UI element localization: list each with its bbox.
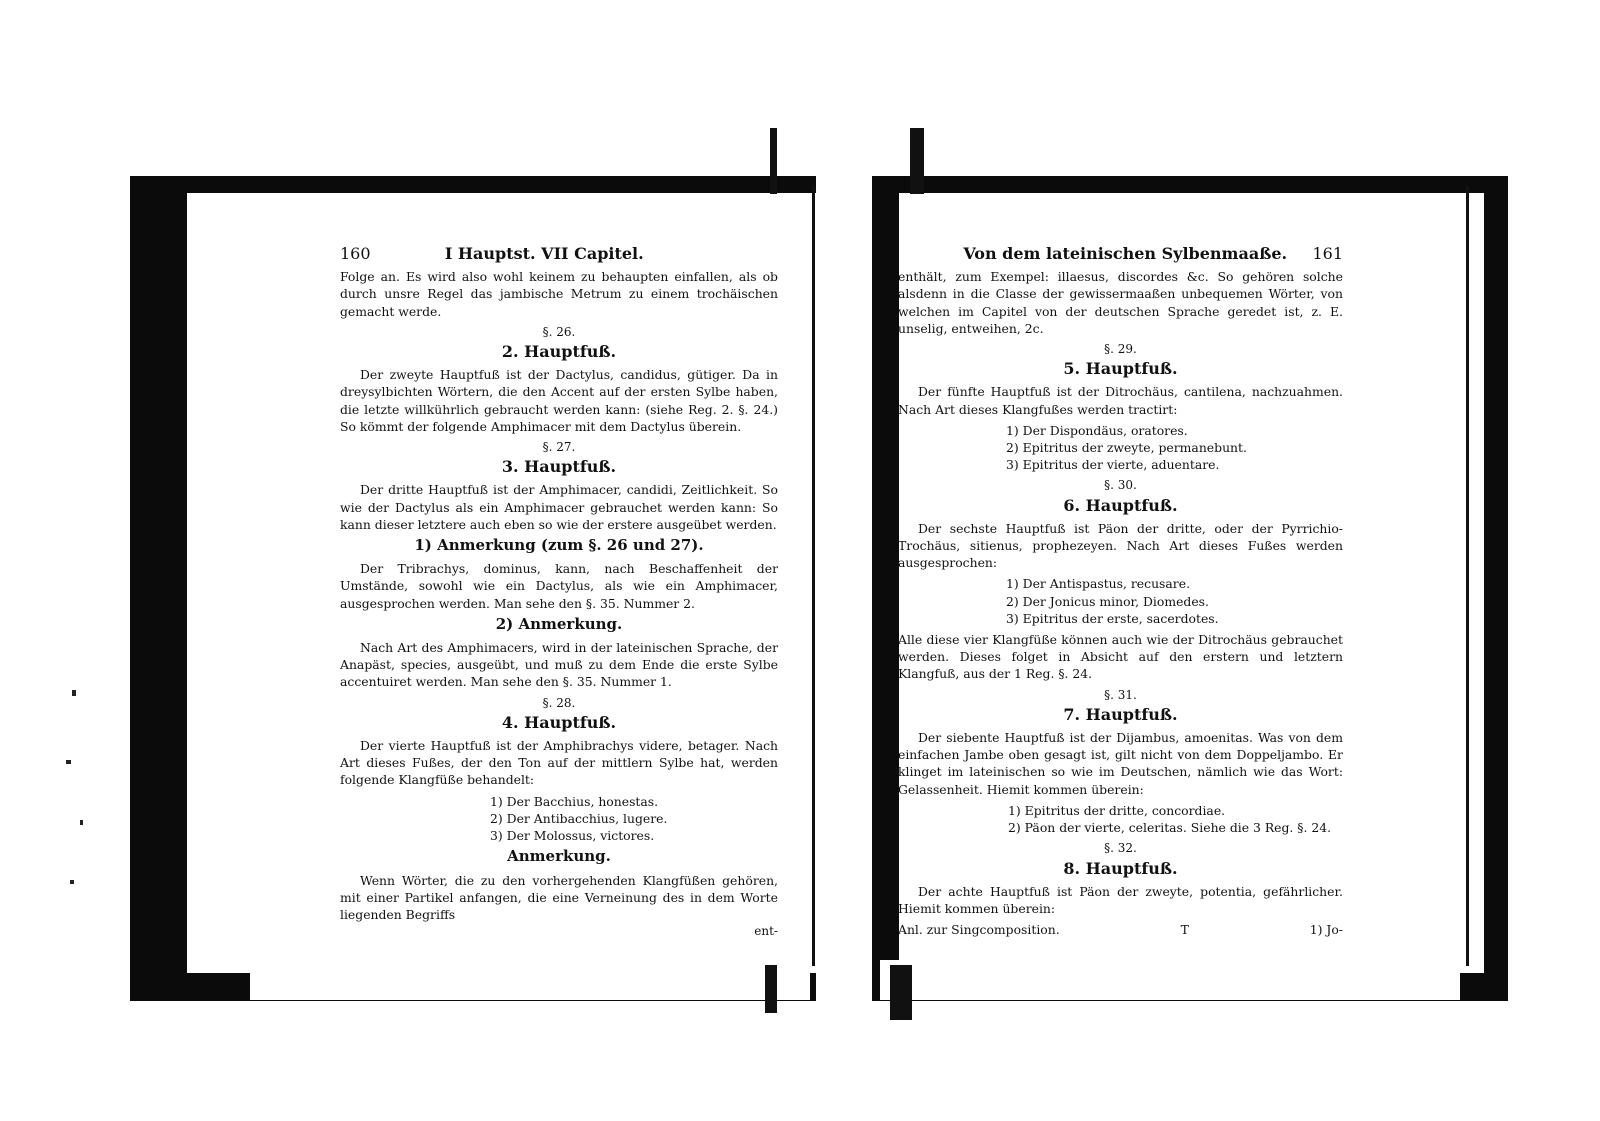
list-item: 2) Der Jonicus minor, Diomedes. [1006, 593, 1209, 609]
paragraph: Der vierte Hauptfuß ist der Amphibrachys videre, betager. Nach Art dieses Fußes, der den Ton auf der mittlern Sylbe hat, werden folgende Klangfüße behandelt: [340, 738, 778, 788]
list-item: 3) Epitritus der erste, sacerdotes. [1006, 610, 1219, 626]
section-heading: 7. Hauptfuß. [1063, 704, 1178, 724]
section-number: §. 26. [542, 324, 576, 339]
list-item: 2) Der Antibacchius, lugere. [490, 810, 668, 826]
left-page-header [340, 245, 778, 262]
section-number: §. 30. [1104, 478, 1137, 493]
section-heading: 4. Hauptfuß. [501, 712, 617, 732]
right-page-header [898, 245, 1343, 262]
section-number: §. 31. [1104, 687, 1137, 702]
scan-speck [72, 690, 76, 696]
note-heading: 1) Anmerkung (zum §. 26 und 27). [414, 536, 704, 555]
list-item: 1) Der Bacchius, honestas. [490, 793, 659, 809]
scan-speck [70, 880, 74, 884]
foot-list [898, 575, 1343, 627]
gutter-line [812, 186, 815, 966]
paragraph: Der siebente Hauptfuß ist der Dijambus, amoenitas. Was von dem einfachen Jambe oben gesagt ist, gilt nicht von dem Doppeljambo. Er klinget im lateinischen so wie im Deutschen, nämlich wie das Wort: Gelassenheit. Hiemit kommen überein: [898, 730, 1343, 797]
scan-speck [66, 760, 71, 764]
paragraph: Der sechste Hauptfuß ist Päon der dritte, oder der Pyrrichio-Trochäus, sitienus, prophezeyen. Nach Art dieses Fußes werden ausgesprochen: [898, 520, 1343, 571]
section-number: §. 28. [542, 695, 576, 710]
catchword: 1) Jo- [1309, 922, 1343, 938]
binding-mark-right-bottom [890, 965, 912, 1020]
section-number: §. 29. [1104, 342, 1137, 357]
list-item: 1) Epitritus der dritte, concordiae. [1008, 802, 1226, 818]
section-heading: 3. Hauptfuß. [501, 457, 617, 477]
section-number: §. 27. [542, 440, 576, 455]
paragraph: Nach Art des Amphimacers, wird in der lateinischen Sprache, der Anapäst, species, ausgeübt, und muß zu dem Ende die erste Sylbe accentuiret werden. Man sehe den §. 35. Nummer 1. [340, 640, 778, 690]
signature-text: Anl. zur Singcomposition. [898, 922, 1060, 938]
note-heading: 2) Anmerkung. [495, 614, 623, 633]
list-item: 1) Der Dispondäus, oratores. [1006, 422, 1188, 438]
paragraph: enthält, zum Exempel: illaesus, discordes &c. So gehören solche alsdenn in die Classe der gewissermaaßen unbequemen Wörter, von welchen im Capitel von der deutschen Sprache geredet ist, z. E. unselig, entweihen, 2c. [898, 269, 1343, 336]
foot-list [898, 422, 1343, 474]
paragraph: Der fünfte Hauptfuß ist der Ditrochäus, cantilena, nachzuahmen. Nach Art dieses Klangfußes werden tractirt: [898, 384, 1343, 417]
page-number: 160 [340, 244, 371, 263]
list-item: 3) Der Molossus, victores. [490, 828, 655, 844]
binding-mark-left [770, 128, 777, 194]
right-page-text [898, 245, 1343, 938]
left-page-text [340, 245, 778, 940]
list-item: 2) Epitritus der zweyte, permanebunt. [1006, 440, 1247, 456]
paragraph: Der Tribrachys, dominus, kann, nach Beschaffenheit der Umstände, sowohl wie ein Dactylus, als wie ein Amphimacer, ausgesprochen werden. Man sehe den §. 35. Nummer 2. [340, 561, 778, 611]
section-heading: 5. Hauptfuß. [1063, 359, 1178, 379]
paragraph: Der zweyte Hauptfuß ist der Dactylus, candidus, gütiger. Da in dreysylbichten Wörtern, die den Accent auf der ersten Sylbe haben, die letzte willkührlich gebraucht werden kann: (siehe Reg. 2. §. 24.) So kömmt der folgende Amphimacer mit dem Dactylus überein. [340, 367, 778, 434]
signature-line [898, 921, 1343, 938]
paragraph: Alle diese vier Klangfüße können auch wie der Ditrochäus gebrauchet werden. Dieses folget in Absicht auf den erstern und letztern Klangfuß, aus der 1 Reg. §. 24. [898, 632, 1343, 682]
binding-mark-right [910, 128, 924, 194]
running-title: I Hauptst. VII Capitel. [444, 244, 644, 263]
foot-list [340, 793, 778, 845]
note-heading: Anmerkung. [507, 847, 611, 866]
foot-list [898, 802, 1343, 836]
list-item: 1) Der Antispastus, recusare. [1006, 576, 1191, 592]
page-number: 161 [1312, 244, 1343, 263]
section-heading: 2. Hauptfuß. [501, 342, 617, 362]
section-heading: 8. Hauptfuß. [1063, 858, 1178, 878]
list-item: 3) Epitritus der vierte, aduentare. [1006, 457, 1220, 473]
paragraph: Folge an. Es wird also wohl keinem zu behaupten einfallen, als ob durch unsre Regel das jambische Metrum zu einem trochäischen gemacht werde. [340, 269, 778, 319]
section-heading: 6. Hauptfuß. [1063, 495, 1178, 515]
scan-speck [80, 820, 83, 825]
paragraph: Der dritte Hauptfuß ist der Amphimacer, candidi, Zeitlichkeit. So wie der Dactylus als ein Amphimacer gebrauchet werden kann: So kann dieser letztere auch eben so wie der erstere ausgeübet werden. [340, 482, 778, 532]
binding-mark-left-bottom [765, 965, 777, 1013]
right-edge-line [1466, 186, 1469, 966]
paragraph: Wenn Wörter, die zu den vorhergehenden Klangfüßen gehören, mit einer Partikel anfangen, die eine Verneinung des in dem Worte liegenden Begriffs [340, 872, 778, 922]
list-item: 2) Päon der vierte, celeritas. Siehe die 3 Reg. §. 24. [1008, 820, 1332, 836]
section-number: §. 32. [1104, 841, 1137, 856]
running-title: Von dem lateinischen Sylbenmaaße. [963, 244, 1288, 263]
paragraph: Der achte Hauptfuß ist Päon der zweyte, potentia, gefährlicher. Hiemit kommen überein: [898, 883, 1343, 916]
catchword: ent- [754, 924, 778, 939]
signature-mark: T [1180, 922, 1189, 938]
